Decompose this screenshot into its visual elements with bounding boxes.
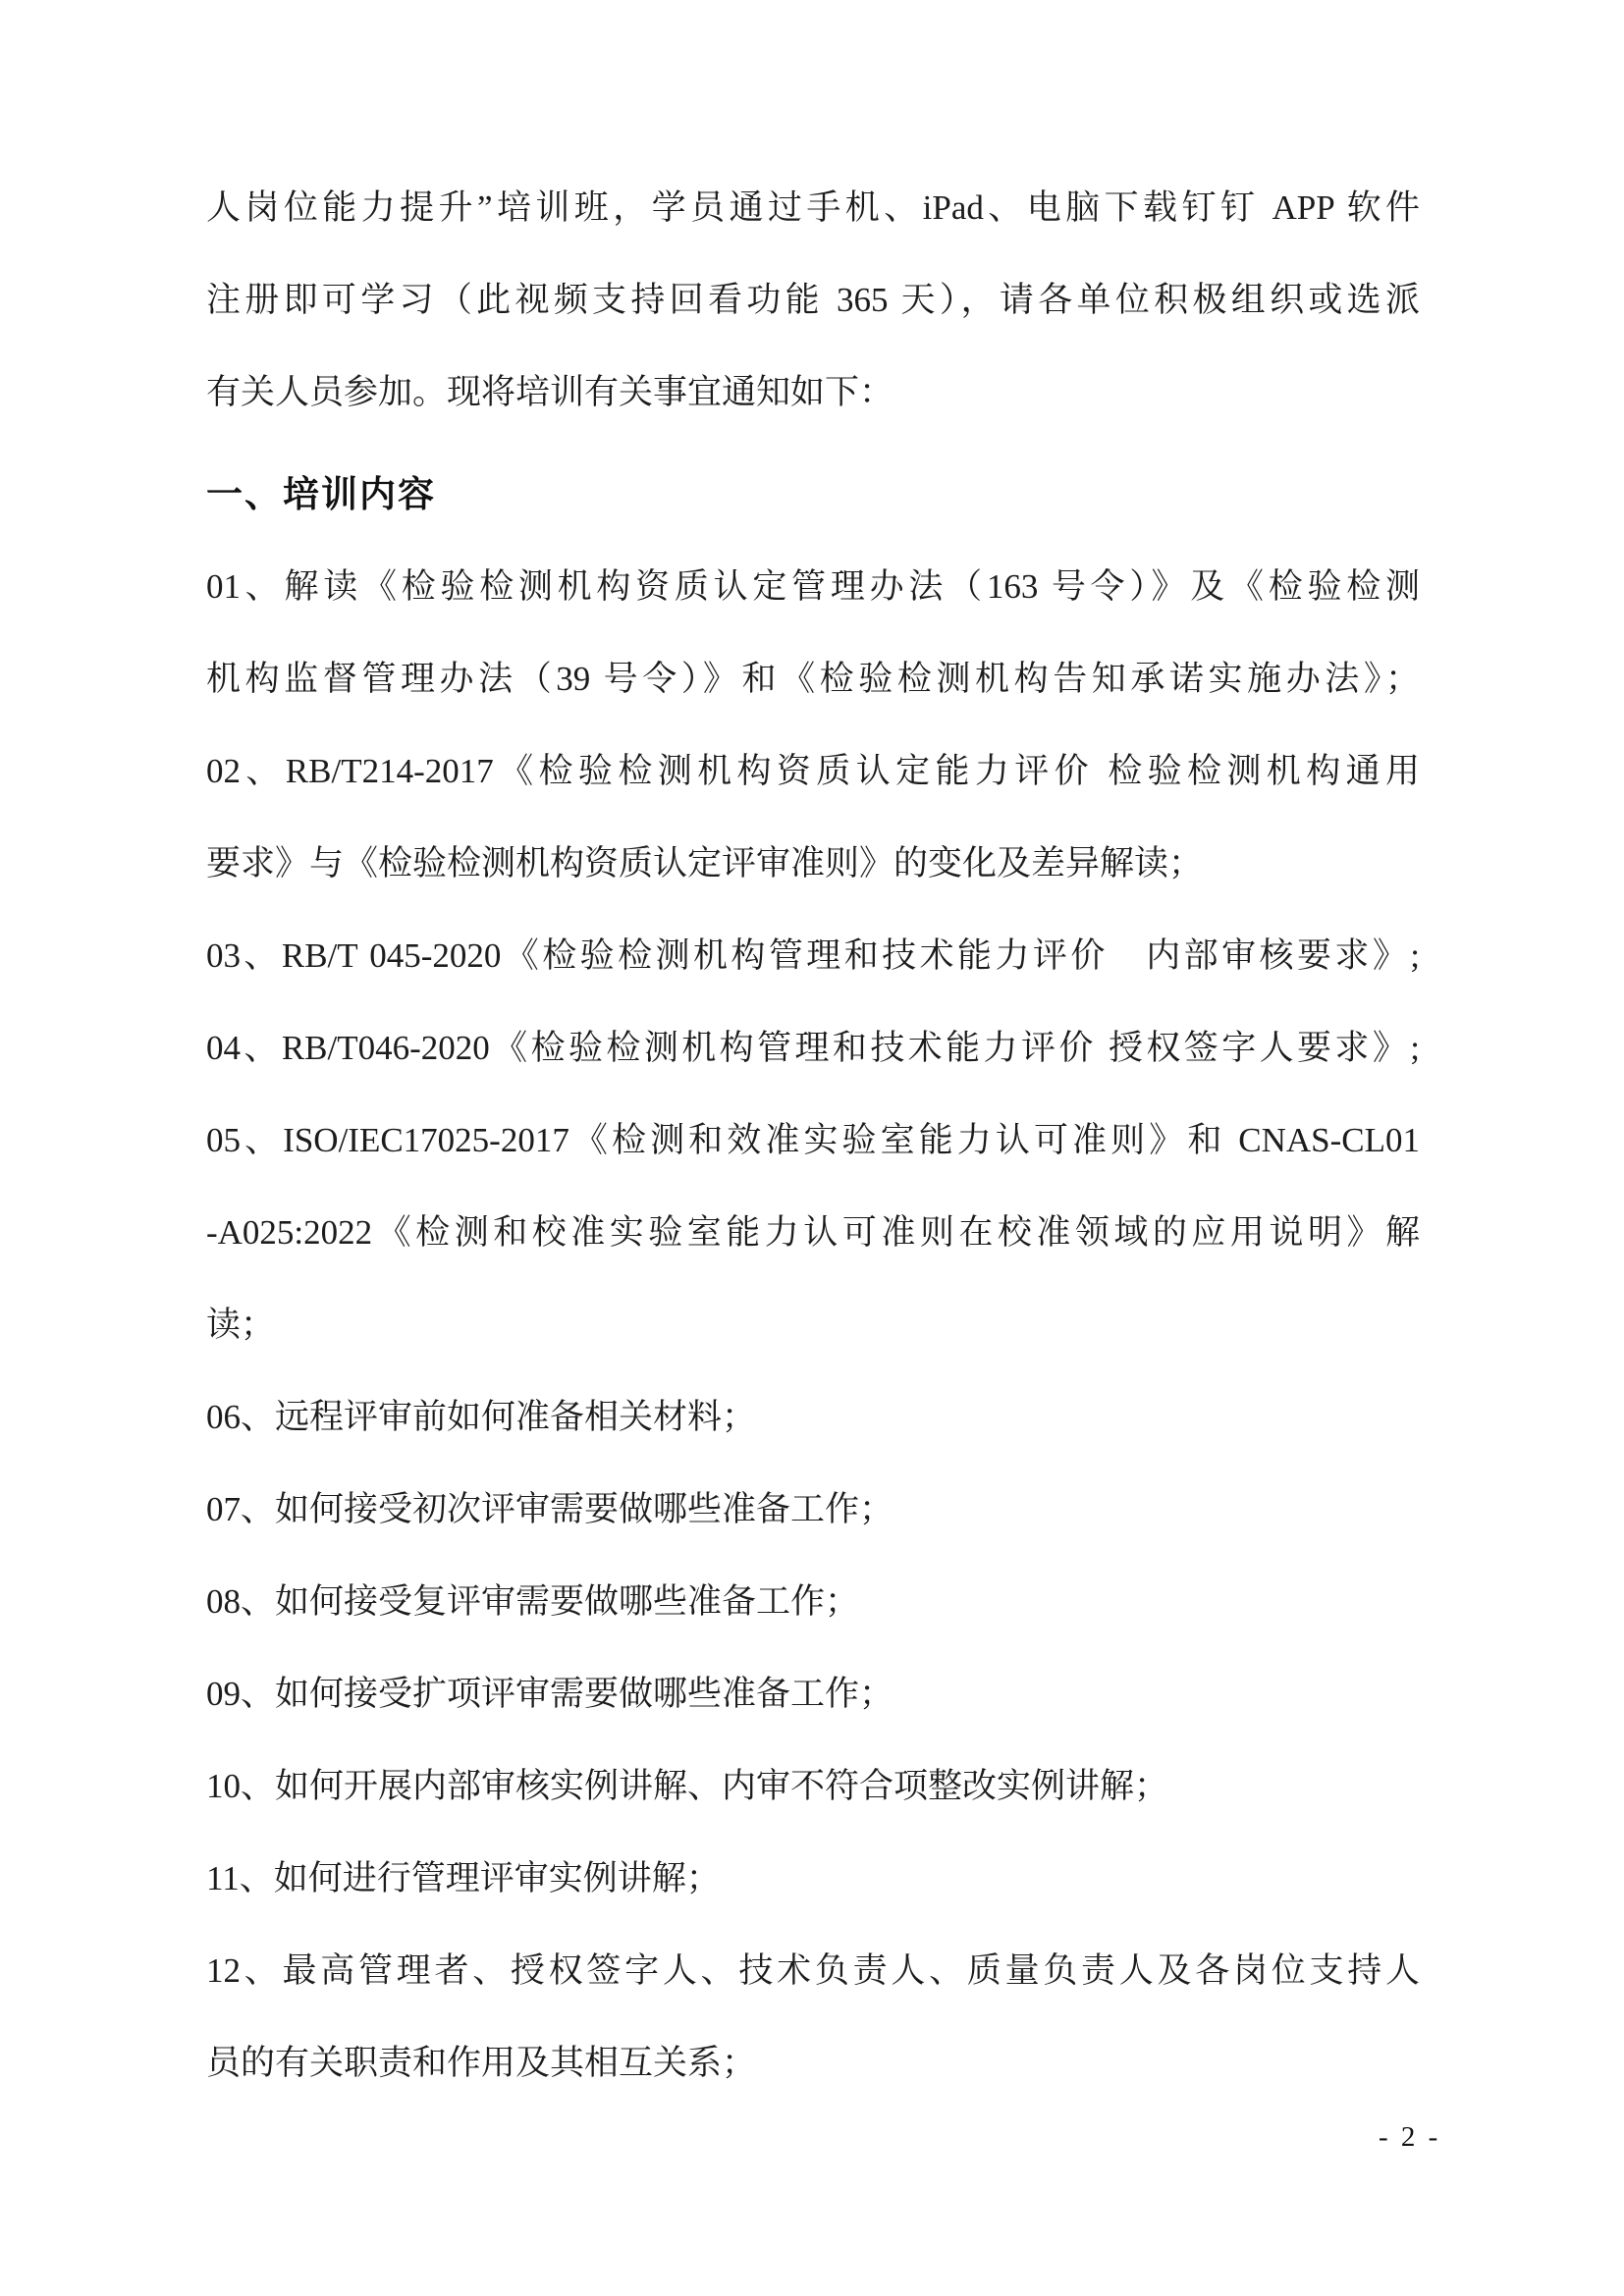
intro-line: 人岗位能力提升”培训班，学员通过手机、iPad、电脑下载钉钉 APP 软件 [206, 188, 1420, 227]
content-line: 01、解读《检验检测机构资质认定管理办法（163 号令）》及《检验检测 [206, 567, 1420, 606]
page-number: - 2 - [1379, 2121, 1441, 2153]
content-line: 08、如何接受复评审需要做哪些准备工作； [206, 1582, 860, 1621]
content-line: 要求》与《检验检测机构资质认定评审准则》的变化及差异解读； [206, 844, 1204, 882]
content-line: 04、RB/T046-2020《检验检测机构管理和技术能力评价 授权签字人要求》; [206, 1029, 1420, 1067]
content-line: 09、如何接受扩项评审需要做哪些准备工作； [206, 1675, 894, 1713]
training-content-list [206, 541, 1420, 2109]
content-line: 11、如何进行管理评审实例讲解； [206, 1859, 721, 1897]
intro-paragraph [206, 162, 1420, 439]
content-line: 06、远程评审前如何准备相关材料； [206, 1398, 757, 1436]
intro-line: 注册即可学习（此视频支持回看功能 365 天），请各单位积极组织或选派 [206, 281, 1420, 319]
section-heading-training-content: 一、培训内容 [206, 474, 436, 514]
content-line: 12、最高管理者、授权签字人、技术负责人、质量负责人及各岗位支持人 [206, 1951, 1420, 1990]
intro-line: 有关人员参加。现将培训有关事宜通知如下： [206, 373, 894, 411]
content-line: 读； [206, 1306, 276, 1344]
content-line: 机构监督管理办法（39 号令）》和《检验检测机构告知承诺实施办法》； [206, 660, 1420, 698]
content-line: 02、RB/T214-2017《检验检测机构资质认定能力评价 检验检测机构通用 [206, 752, 1420, 790]
content-line: 员的有关职责和作用及其相互关系； [206, 2044, 757, 2082]
content-line: 03、RB/T 045-2020《检验检测机构管理和技术能力评价 内部审核要求》; [206, 936, 1420, 975]
content-line: -A025:2022《检测和校准实验室能力认可准则在校准领域的应用说明》解 [206, 1213, 1420, 1252]
content-line: 07、如何接受初次评审需要做哪些准备工作； [206, 1490, 894, 1528]
content-line: 05、ISO/IEC17025-2017《检测和效准实验室能力认可准则》和 CNAS-CL01 [206, 1121, 1420, 1159]
content-line: 10、如何开展内部审核实例讲解、内审不符合项整改实例讲解； [206, 1767, 1169, 1805]
